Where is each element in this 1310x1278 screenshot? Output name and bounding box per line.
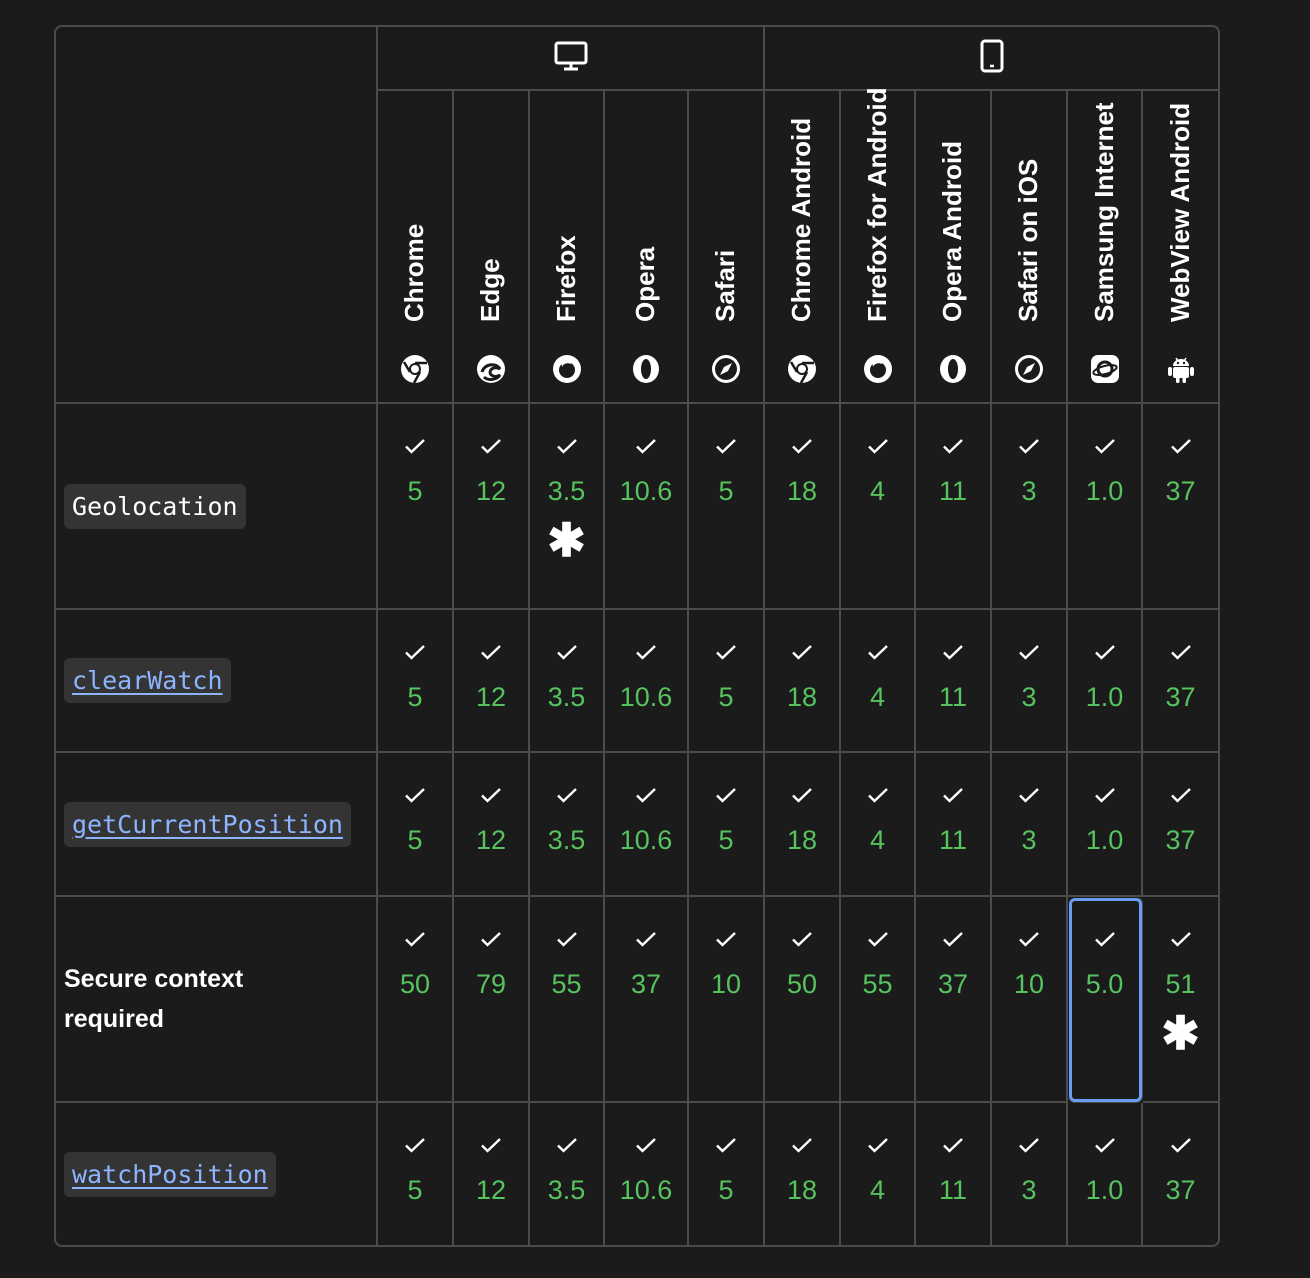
support-cell-firefox-for-android[interactable] (841, 404, 916, 610)
version-added: 12 (475, 476, 507, 506)
check-icon (841, 1137, 914, 1153)
version-added: 5 (407, 476, 423, 506)
browser-header-samsung-internet (1068, 91, 1143, 404)
browser-label: Opera (630, 246, 660, 322)
check-icon (530, 787, 603, 803)
support-cell-samsung-internet[interactable] (1068, 404, 1143, 610)
check-icon (841, 787, 914, 803)
version-added: 37 (1165, 825, 1196, 855)
support-cell-edge[interactable] (454, 404, 530, 610)
check-icon (378, 644, 452, 660)
check-icon (992, 438, 1066, 454)
browser-label: Edge (475, 258, 505, 322)
version-added: 37 (937, 969, 969, 999)
feature-row-watchposition (56, 1103, 1218, 1245)
support-cell-opera-android[interactable] (916, 753, 992, 897)
check-icon (378, 787, 452, 803)
version-added: 11 (938, 682, 968, 712)
feature-name-cell (56, 897, 378, 1103)
version-added: 55 (551, 969, 582, 999)
browser-label: Safari (710, 249, 740, 322)
support-cell-chrome-android[interactable] (765, 897, 841, 1103)
support-cell-samsung-internet[interactable] (1068, 897, 1143, 1103)
version-added: 11 (938, 1175, 968, 1205)
version-added: 3 (1021, 682, 1037, 712)
check-icon (530, 438, 603, 454)
check-icon (605, 1137, 687, 1153)
support-cell-chrome-android[interactable] (765, 404, 841, 610)
version-added: 18 (786, 476, 818, 506)
check-icon (916, 438, 990, 454)
support-cell-webview-android[interactable] (1143, 404, 1218, 610)
safari-icon (711, 354, 741, 384)
check-icon (841, 644, 914, 660)
version-added: 37 (1165, 682, 1196, 712)
version-added: 55 (862, 969, 893, 999)
desktop-icon (554, 58, 588, 75)
check-icon (454, 931, 528, 947)
version-added: 50 (786, 969, 818, 999)
version-added: 10.6 (619, 1175, 673, 1205)
platform-1-header (765, 27, 1218, 91)
check-icon (605, 644, 687, 660)
check-icon (530, 644, 603, 660)
version-added: 37 (1165, 1175, 1196, 1205)
support-cell-webview-android[interactable] (1143, 1103, 1218, 1245)
check-icon (1143, 1137, 1218, 1153)
samsung-icon (1090, 354, 1120, 384)
feature-link[interactable]: watchPosition (64, 1152, 276, 1197)
feature-label: Secure context required (64, 965, 244, 1033)
check-icon (605, 787, 687, 803)
feature-label: Geolocation (64, 484, 246, 529)
version-added: 11 (938, 476, 968, 506)
firefox-icon (552, 354, 582, 384)
version-added: 50 (399, 969, 431, 999)
version-added: 79 (475, 969, 507, 999)
support-cell-opera-android[interactable] (916, 404, 992, 610)
support-cell-edge[interactable] (454, 753, 530, 897)
version-added: 10.6 (619, 476, 673, 506)
check-icon (689, 787, 763, 803)
check-icon (765, 931, 839, 947)
version-added: 5 (718, 825, 734, 855)
support-cell-chrome[interactable] (378, 753, 454, 897)
feature-name-cell (56, 753, 378, 897)
browser-label: Samsung Internet (1088, 102, 1119, 322)
version-added: 3.5 (547, 682, 586, 712)
version-added: 5 (718, 476, 734, 506)
support-cell-opera[interactable] (605, 1103, 689, 1245)
support-cell-chrome-android[interactable] (765, 1103, 841, 1245)
check-icon (765, 438, 839, 454)
support-cell-safari[interactable] (689, 753, 765, 897)
support-cell-firefox[interactable] (530, 897, 605, 1103)
support-cell-chrome[interactable] (378, 1103, 454, 1245)
feature-name-cell (56, 1103, 378, 1245)
version-added: 1.0 (1085, 1175, 1124, 1205)
version-added: 51 (1165, 969, 1196, 999)
check-icon (992, 931, 1066, 947)
version-added: 1.0 (1085, 682, 1124, 712)
opera-icon (938, 354, 968, 384)
version-added: 10.6 (619, 825, 673, 855)
version-added: 10.6 (619, 682, 673, 712)
chrome-icon (787, 354, 817, 384)
feature-link[interactable]: clearWatch (64, 658, 231, 703)
version-added: 18 (786, 682, 818, 712)
check-icon (689, 438, 763, 454)
opera-icon (631, 354, 661, 384)
support-cell-edge[interactable] (454, 1103, 530, 1245)
check-icon (454, 644, 528, 660)
version-added: 3.5 (547, 825, 586, 855)
check-icon (1143, 787, 1218, 803)
check-icon (1143, 644, 1218, 660)
support-cell-opera-android[interactable] (916, 610, 992, 753)
version-added: 11 (938, 825, 968, 855)
support-cell-edge[interactable] (454, 897, 530, 1103)
support-cell-safari[interactable] (689, 404, 765, 610)
check-icon (689, 1137, 763, 1153)
support-cell-opera-android[interactable] (916, 897, 992, 1103)
version-added: 3 (1021, 825, 1037, 855)
check-icon (841, 438, 914, 454)
table-corner (56, 27, 378, 404)
browser-header-edge (454, 91, 530, 404)
version-added: 5 (407, 825, 423, 855)
support-cell-safari-on-ios[interactable] (992, 610, 1068, 753)
version-added: 5 (407, 682, 423, 712)
support-cell-firefox[interactable] (530, 1103, 605, 1245)
check-icon (1143, 438, 1218, 454)
version-added: 4 (869, 682, 886, 712)
check-icon (916, 931, 990, 947)
feature-row-secure-context-required (56, 897, 1218, 1103)
browser-compat-table (54, 25, 1220, 1247)
footnote-asterisk-icon[interactable]: ✱ (1161, 1007, 1200, 1059)
support-cell-safari-on-ios[interactable] (992, 753, 1068, 897)
check-icon (916, 787, 990, 803)
version-added: 5.0 (1085, 969, 1124, 999)
check-icon (605, 438, 687, 454)
version-added: 3.5 (547, 1175, 586, 1205)
support-cell-chrome[interactable] (378, 610, 454, 753)
browser-label: WebView Android (1164, 102, 1195, 322)
support-cell-chrome[interactable] (378, 404, 454, 610)
check-icon (530, 1137, 603, 1153)
chrome-icon (400, 354, 430, 384)
support-cell-webview-android[interactable] (1143, 610, 1218, 753)
feature-name-cell (56, 610, 378, 753)
version-added: 3 (1021, 1175, 1037, 1205)
version-added: 37 (1165, 476, 1196, 506)
version-added: 4 (869, 1175, 886, 1205)
check-icon (689, 644, 763, 660)
support-cell-opera[interactable] (605, 610, 689, 753)
browser-label: Safari on iOS (1013, 158, 1043, 322)
browser-header-webview-android (1143, 91, 1218, 404)
support-cell-safari[interactable] (689, 610, 765, 753)
support-cell-firefox[interactable] (530, 753, 605, 897)
support-cell-webview-android[interactable] (1143, 753, 1218, 897)
support-cell-safari-on-ios[interactable] (992, 404, 1068, 610)
support-cell-samsung-internet[interactable] (1068, 753, 1143, 897)
version-added: 4 (869, 825, 886, 855)
browser-label: Firefox for Android (861, 87, 892, 322)
check-icon (1068, 931, 1141, 947)
check-icon (992, 644, 1066, 660)
version-added: 5 (407, 1175, 423, 1205)
firefox-icon (863, 354, 893, 384)
mobile-icon (980, 60, 1004, 77)
version-added: 18 (786, 825, 818, 855)
platform-header-row (56, 27, 1218, 91)
check-icon (765, 1137, 839, 1153)
support-cell-opera-android[interactable] (916, 1103, 992, 1245)
browser-header-chrome (378, 91, 454, 404)
version-added: 4 (869, 476, 886, 506)
check-icon (1068, 644, 1141, 660)
support-cell-edge[interactable] (454, 610, 530, 753)
support-cell-chrome-android[interactable] (765, 753, 841, 897)
check-icon (454, 1137, 528, 1153)
feature-link[interactable]: getCurrentPosition (64, 802, 351, 847)
footnote-asterisk-icon[interactable]: ✱ (547, 514, 586, 566)
browser-label: Chrome (399, 223, 429, 322)
edge-icon (476, 354, 506, 384)
check-icon (1068, 438, 1141, 454)
check-icon (841, 931, 914, 947)
browser-label: Opera Android (937, 140, 967, 322)
check-icon (378, 1137, 452, 1153)
browser-header-opera-android (916, 91, 992, 404)
support-cell-firefox-for-android[interactable] (841, 1103, 916, 1245)
support-cell-chrome[interactable] (378, 897, 454, 1103)
check-icon (765, 787, 839, 803)
browser-label: Firefox (550, 235, 581, 322)
support-cell-firefox-for-android[interactable] (841, 610, 916, 753)
browser-header-opera (605, 91, 689, 404)
support-cell-chrome-android[interactable] (765, 610, 841, 753)
browser-header-firefox-for-android (841, 87, 916, 404)
browser-header-safari-on-ios (992, 91, 1068, 404)
support-cell-safari[interactable] (689, 897, 765, 1103)
platform-0-header (378, 27, 765, 91)
browser-header-safari (689, 91, 765, 404)
version-added: 3 (1021, 476, 1037, 506)
check-icon (765, 644, 839, 660)
check-icon (605, 931, 687, 947)
support-cell-opera[interactable] (605, 753, 689, 897)
version-added: 1.0 (1085, 825, 1124, 855)
android-icon (1166, 354, 1196, 384)
check-icon (992, 787, 1066, 803)
version-added: 18 (786, 1175, 818, 1205)
feature-row-clearwatch (56, 610, 1218, 753)
check-icon (1068, 1137, 1141, 1153)
support-cell-firefox-for-android[interactable] (841, 753, 916, 897)
feature-row-geolocation (56, 404, 1218, 610)
support-cell-opera[interactable] (605, 404, 689, 610)
check-icon (689, 931, 763, 947)
support-cell-safari-on-ios[interactable] (992, 1103, 1068, 1245)
support-cell-opera[interactable] (605, 897, 689, 1103)
browser-header-chrome-android (765, 91, 841, 404)
version-added: 37 (630, 969, 662, 999)
check-icon (454, 438, 528, 454)
check-icon (992, 1137, 1066, 1153)
support-cell-firefox[interactable] (530, 404, 605, 610)
browser-header-firefox (530, 91, 605, 404)
support-cell-samsung-internet[interactable] (1068, 1103, 1143, 1245)
version-added: 10 (1013, 969, 1045, 999)
version-added: 5 (718, 682, 734, 712)
check-icon (1068, 787, 1141, 803)
version-added: 1.0 (1085, 476, 1124, 506)
support-cell-safari-on-ios[interactable] (992, 897, 1068, 1103)
browser-label: Chrome Android (786, 117, 816, 322)
version-added: 3.5 (547, 476, 586, 506)
version-added: 12 (475, 682, 507, 712)
check-icon (378, 931, 452, 947)
safari-icon (1014, 354, 1044, 384)
check-icon (916, 1137, 990, 1153)
support-cell-webview-android[interactable] (1143, 897, 1218, 1103)
version-added: 12 (475, 1175, 507, 1205)
support-cell-safari[interactable] (689, 1103, 765, 1245)
feature-name-cell (56, 404, 378, 610)
support-cell-firefox-for-android[interactable] (841, 897, 916, 1103)
support-cell-firefox[interactable] (530, 610, 605, 753)
check-icon (378, 438, 452, 454)
version-added: 12 (475, 825, 507, 855)
version-added: 10 (710, 969, 742, 999)
check-icon (530, 931, 603, 947)
feature-row-getcurrentposition (56, 753, 1218, 897)
version-added: 5 (718, 1175, 734, 1205)
check-icon (916, 644, 990, 660)
support-cell-samsung-internet[interactable] (1068, 610, 1143, 753)
check-icon (1143, 931, 1218, 947)
check-icon (454, 787, 528, 803)
